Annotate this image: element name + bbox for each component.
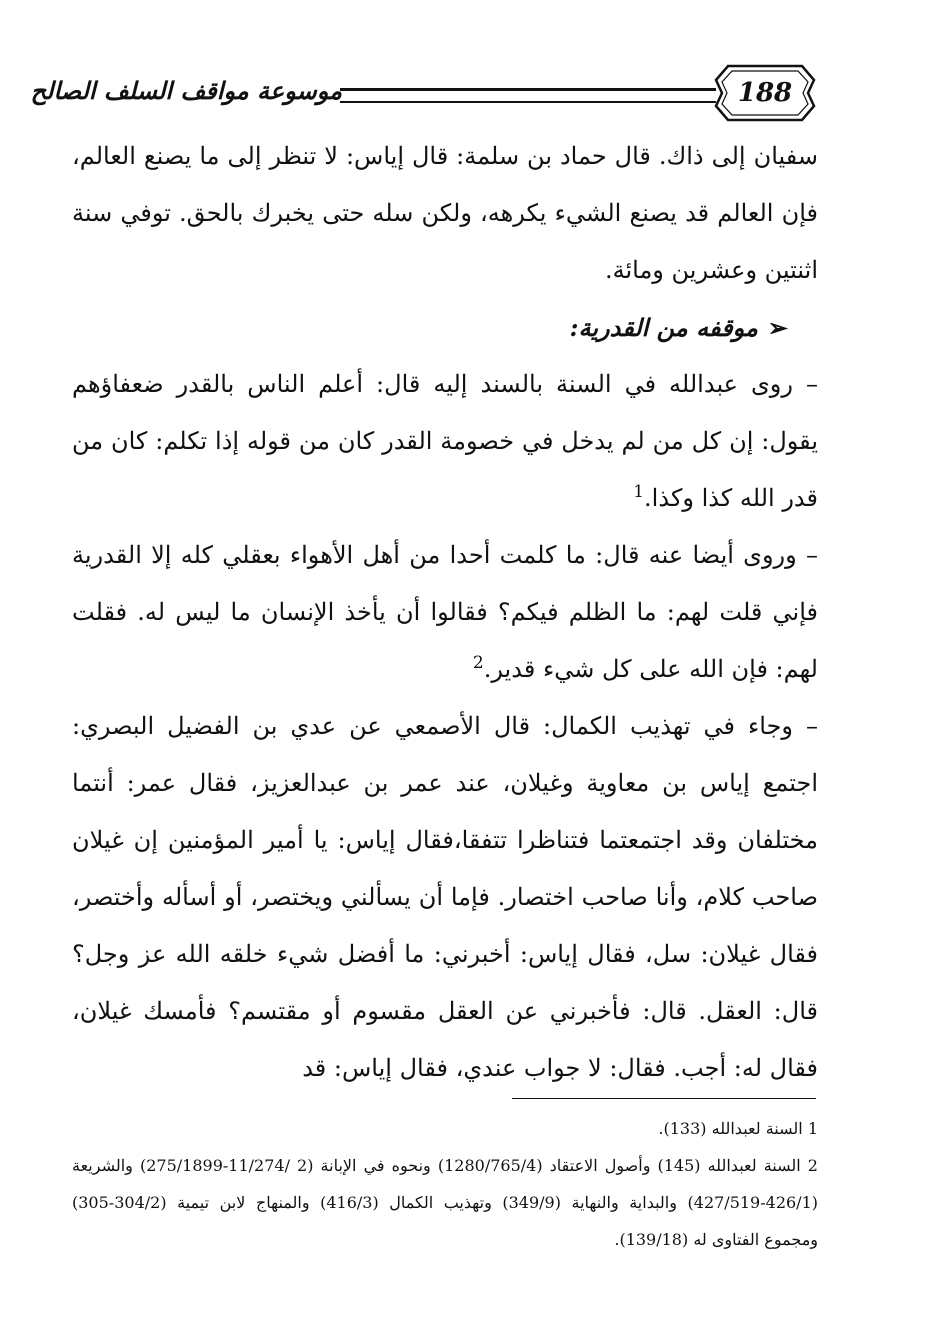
paragraph <box>72 698 818 1097</box>
header-rule <box>340 88 716 103</box>
paragraph-text: سفيان إلى ذاك. قال حماد بن سلمة: قال إياس: لا تنظر إلى ما يصنع العالم، فإن العالم قد يصنع الشيء يكرهه، ولكن سله حتى يخبرك بالحق. توفي سنة اثنتين وعشرين ومائة. <box>72 142 818 284</box>
arrow-bullet-icon: ➢ <box>767 313 788 342</box>
footnote <box>72 1110 818 1147</box>
footnote-ref: 2 <box>472 653 484 673</box>
paragraph <box>72 356 818 527</box>
footnotes <box>72 1110 818 1258</box>
paragraph-text: – روى عبدالله في السنة بالسند إليه قال: أعلم الناس بالقدر ضعفاؤهم يقول: إن كل من لم يدخل في خصومة القدر كان من قوله إذا تكلم: كان من قدر الله كذا وكذا. <box>72 370 819 512</box>
page-number-badge <box>710 62 820 124</box>
footnote-number: 2 <box>807 1156 818 1175</box>
paragraph <box>72 527 818 698</box>
section-heading <box>72 299 818 356</box>
footnote-separator <box>512 1098 816 1099</box>
paragraph <box>72 128 818 299</box>
paragraph-text: – وجاء في تهذيب الكمال: قال الأصمعي عن عدي بن الفضيل البصري: اجتمع إياس بن معاوية وغيلان، عند عمر بن عبدالعزيز، فقال عمر: أنتما مختلفان وقد اجتمعتما فتناظرا تتفقا،فقال إياس: يا أمير المؤمنين إن غيلان صاحب كلام، وأنا صاحب اختصار. فإما أن يسألني ويختصر، أو أسأله وأختصر، فقال غيلان: سل، فقال إياس: أخبرني: ما أفضل شيء خلقه الله عز وجل؟ قال: العقل. قال: فأخبرني عن العقل مقسوم أو مقتسم؟ فأمسك غيلان، فقال له: أجب. فقال: لا جواب عندي، فقال إياس: قد <box>72 712 819 1082</box>
footnote-number: 1 <box>807 1119 818 1138</box>
footnote <box>72 1147 818 1258</box>
main-text <box>72 128 818 1097</box>
footnote-ref: 1 <box>633 482 645 502</box>
page-header <box>30 60 820 130</box>
footnote-text: السنة لعبدالله (145) وأصول الاعتقاد (1280/765/4) ونحوه في الإبانة (2 /11/274-275/1899) والشريعة (426/1-427/519) والبداية والنهاية (349/9) وتهذيب الكمال (416/3) والمنهاج لابن تيمية (304/2-305) ومجموع الفتاوى له (139/18). <box>72 1156 818 1249</box>
section-heading-text: موقفه من القدرية: <box>569 313 758 342</box>
footnote-text: السنة لعبدالله (133). <box>658 1119 803 1138</box>
page-number: 188 <box>737 78 793 108</box>
series-title: موسوعة مواقف السلف الصالح <box>30 76 342 105</box>
paragraph-text: – وروى أيضا عنه قال: ما كلمت أحدا من أهل الأهواء بعقلي كله إلا القدرية فإني قلت لهم: ما الظلم فيكم؟ فقالوا أن يأخذ الإنسان ما ليس له. فقلت لهم: فإن الله على كل شيء قدير. <box>72 541 818 683</box>
